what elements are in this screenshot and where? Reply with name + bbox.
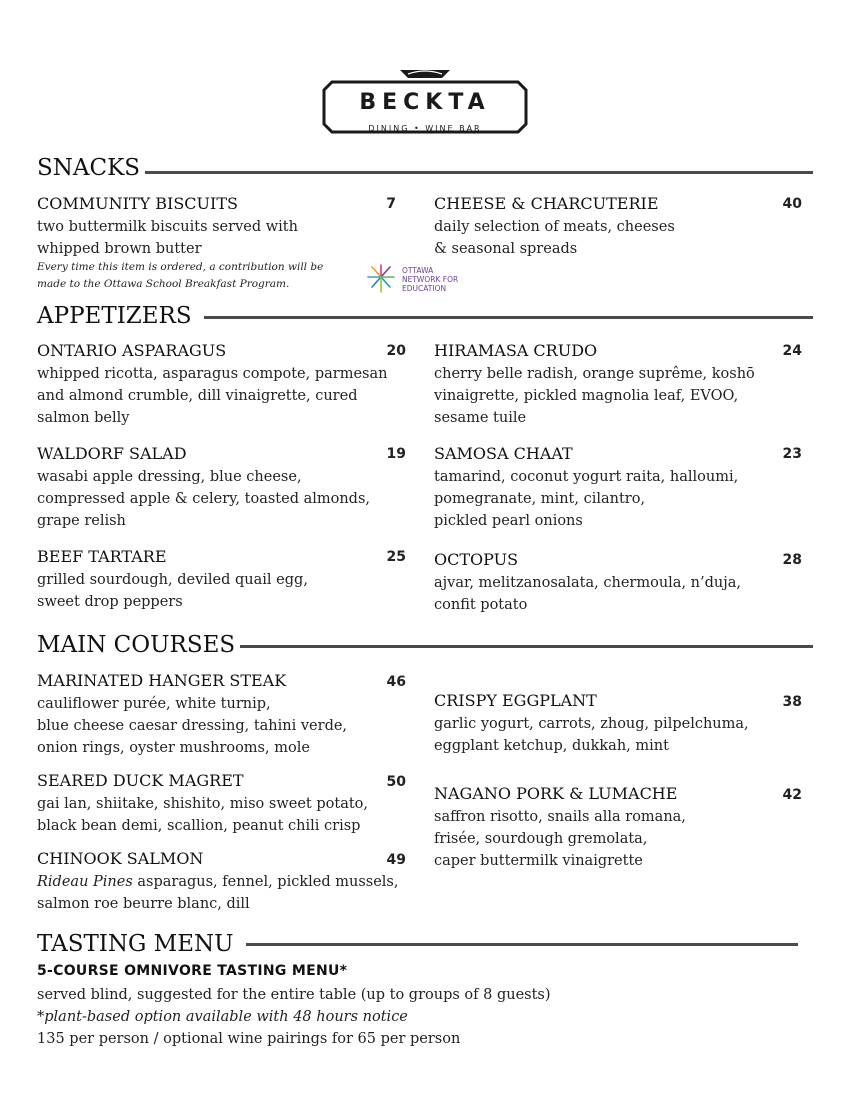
item-description	[434, 363, 755, 429]
beckta-logo	[322, 68, 528, 136]
item-price: 23	[782, 446, 802, 462]
desc-line: saffron risotto, snails alla romana,	[434, 809, 686, 825]
item-name: BEEF TARTARE	[37, 547, 167, 566]
section-title-mains: MAIN COURSES	[37, 632, 236, 658]
tasting-pricing: 135 per person / optional wine pairings for 65 per person	[37, 1031, 461, 1047]
item-name: COMMUNITY BISCUITS	[37, 194, 238, 213]
desc-line: confit potato	[434, 597, 528, 613]
desc-line: pomegranate, mint, cilantro,	[434, 491, 646, 507]
desc-line: frisée, sourdough gremolata,	[434, 831, 648, 847]
item-description	[434, 466, 738, 532]
item-name: CHEESE & CHARCUTERIE	[434, 194, 659, 213]
desc-line: compressed apple & celery, toasted almonds,	[37, 491, 371, 507]
item-price: 24	[782, 343, 802, 359]
item-name: WALDORF SALAD	[37, 444, 187, 463]
item-description	[434, 713, 749, 757]
item-price: 20	[386, 343, 406, 359]
item-price: 49	[386, 852, 406, 868]
desc-line: & seasonal spreads	[434, 241, 578, 257]
item-description	[37, 216, 298, 260]
note-line: made to the Ottawa School Breakfast Program.	[37, 278, 290, 290]
item-name: HIRAMASA CRUDO	[434, 341, 598, 360]
desc-line: cherry belle radish, orange suprême, koshō	[434, 366, 755, 382]
partner-wordmark	[402, 266, 458, 293]
desc-line: blue cheese caesar dressing, tahini verde,	[37, 718, 348, 734]
desc-line: black bean demi, scallion, peanut chili crisp	[37, 818, 361, 834]
logo-wordmark: BECKTA	[359, 90, 491, 115]
desc-line: cauliflower purée, white turnip,	[37, 696, 271, 712]
item-price: 50	[386, 774, 406, 790]
section-title-snacks: SNACKS	[37, 155, 141, 181]
item-price: 40	[782, 196, 802, 212]
item-price: 38	[782, 694, 802, 710]
logo-tagline: DINING • WINE BAR	[368, 124, 482, 133]
desc-line: and almond crumble, dill vinaigrette, cured	[37, 388, 358, 404]
desc-line	[37, 871, 398, 893]
item-description	[37, 569, 308, 613]
desc-line: wasabi apple dressing, blue cheese,	[37, 469, 302, 485]
tasting-plant-note: *plant-based option available with 48 hours notice	[37, 1009, 408, 1025]
desc-line: two buttermilk biscuits served with	[37, 219, 298, 235]
partner-line: NETWORK FOR	[402, 275, 459, 284]
item-description	[434, 216, 675, 260]
desc-line: onion rings, oyster mushrooms, mole	[37, 740, 310, 756]
partner-line: EDUCATION	[402, 284, 447, 293]
desc-line: whipped ricotta, asparagus compote, parmesan	[37, 366, 388, 382]
tasting-subtitle: 5-COURSE OMNIVORE TASTING MENU*	[37, 963, 348, 979]
item-name: SEARED DUCK MAGRET	[37, 771, 244, 790]
item-name: OCTOPUS	[434, 550, 519, 569]
item-name: MARINATED HANGER STEAK	[37, 671, 287, 690]
desc-text: asparagus, fennel, pickled mussels,	[132, 874, 399, 890]
item-description	[37, 363, 387, 429]
burst-icon	[364, 262, 398, 296]
item-name: NAGANO PORK & LUMACHE	[434, 784, 678, 803]
desc-line: caper buttermilk vinaigrette	[434, 853, 643, 869]
item-price: 46	[386, 674, 406, 690]
farm-name: Rideau Pines	[37, 874, 133, 890]
desc-line: eggplant ketchup, dukkah, mint	[434, 738, 669, 754]
partner-logo	[364, 262, 474, 296]
desc-line: garlic yogurt, carrots, zhoug, pilpelchuma,	[434, 716, 749, 732]
desc-line: sweet drop peppers	[37, 594, 183, 610]
item-price: 25	[386, 549, 406, 565]
note-line: Every time this item is ordered, a contribution will be	[37, 261, 324, 273]
section-divider	[246, 943, 798, 946]
section-title-appetizers: APPETIZERS	[37, 303, 192, 329]
item-name: CRISPY EGGPLANT	[434, 691, 597, 710]
item-description	[434, 806, 686, 872]
desc-line: grape relish	[37, 513, 126, 529]
item-price: 19	[386, 446, 406, 462]
desc-line: whipped brown butter	[37, 241, 202, 257]
item-price: 28	[782, 552, 802, 568]
item-name: SAMOSA CHAAT	[434, 444, 573, 463]
item-name: CHINOOK SALMON	[37, 849, 204, 868]
desc-line: daily selection of meats, cheeses	[434, 219, 675, 235]
item-description	[37, 693, 347, 759]
desc-line: pickled pearl onions	[434, 513, 583, 529]
item-name: ONTARIO ASPARAGUS	[37, 341, 227, 360]
item-description	[37, 871, 398, 915]
desc-line: salmon belly	[37, 410, 130, 426]
item-description	[434, 572, 741, 616]
item-description	[37, 793, 368, 837]
desc-line: gai lan, shiitake, shishito, miso sweet potato,	[37, 796, 369, 812]
desc-line: ajvar, melitzanosalata, chermoula, n’duja,	[434, 575, 741, 591]
section-divider	[240, 645, 813, 648]
section-divider	[204, 316, 813, 319]
charity-note	[37, 259, 323, 293]
section-divider	[145, 171, 813, 174]
desc-line: salmon roe beurre blanc, dill	[37, 896, 250, 912]
desc-line: vinaigrette, pickled magnolia leaf, EVOO,	[434, 388, 739, 404]
tasting-description: served blind, suggested for the entire table (up to groups of 8 guests)	[37, 987, 551, 1003]
item-description	[37, 466, 370, 532]
section-title-tasting: TASTING MENU	[37, 931, 234, 957]
partner-line: OTTAWA	[402, 266, 434, 275]
item-price: 42	[782, 787, 802, 803]
desc-line: tamarind, coconut yogurt raita, halloumi,	[434, 469, 739, 485]
desc-line: grilled sourdough, deviled quail egg,	[37, 572, 308, 588]
item-price: 7	[386, 196, 396, 212]
desc-line: sesame tuile	[434, 410, 527, 426]
